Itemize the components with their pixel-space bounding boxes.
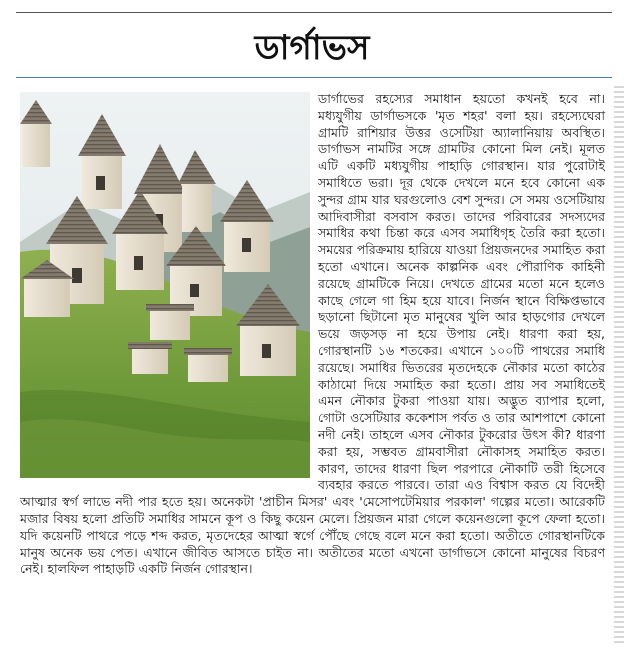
article-body-text: ডার্গাভের রহস্যের সমাধান হয়তো কখনই হবে না। মধ্যযুগীয় ডার্গাভসকে 'মৃত শহর' বলা হয়। রহস্যেঘেরা গ্রামটি রাশিয়ার উত্তর ওসেটিয়া অ্যালানিয়ায় অবস্থিত। ডার্গাভস নামটির সঙ্গে গ্রামটির কোনো মিল নেই। মূলত এটি একটি মধ্যযুগীয় পাহাড়ি গোরস্থান। যার পুরোটাই সমাধিতে ভরা। দূর থেকে দেখলে মনে হবে কোনো এক সুন্দর গ্রাম যার ঘরগুলোও বেশ সুন্দর। সে সময় ওসেটিয়ায় আদিবাসীরা বসবাস করত। তাদের পরিবারের সদস্যদের সমাধির কথা চিন্তা করে এসব সমাধিগৃহ তৈরি করা হতো। সময়ের পরিক্রমায় হারিয়ে যাওয়া প্রিয়জনদের সমাহিত করা হতো এখানে। অনেক কাল্পনিক এবং পৌরাণিক কাহিনী রয়েছে গ্রামটিকে নিয়ে। দেখতে গ্রামের মতো মনে হলেও কাছে গেলে গা হিম হয়ে যাবে। নির্জন স্থানে বিক্ষিপ্তভাবে ছড়ানো ছিটানো মৃত মানুষের খুলি আর হাড়গোর দেখলে ভয়ে জড়সড় না হয়ে উপায় নেই। ধারণা করা হয়, গোরস্থানটি ১৬ শতকের। এখানে ১০০টি পাথরের সমাধি রয়েছে। সমাধির ভিতরের মৃতদেহকে নৌকার মতো কাঠের কাঠামো দিয়ে সমাহিত করা হতো। প্রায় সব সমাধিতেই এমন নৌকার টুকরা পাওয়া যায়। অদ্ভুত ব্যাপার হলো, গোটা ওসেটিয়ার ককেশাস পর্বত ও তার আশপাশে কোনো নদী নেই। তাহলে এসব নৌকার টুকরোর উৎস কী? ধারণা করা হয়, সম্ভবত গ্রামবাসীরা নৌকাসহ সমাহিত করত। কারণ, তাদের ধারণা ছিল পরপারে নৌকাটি তরী হিসেবে ব্যবহার করতে পারবে। তারা এও বিশ্বাস করত যে বিদেহী আত্মার স্বর্গ লাভে নদী পার হতে হয়। অনেকটা 'প্রাচীন মিসর' এবং 'মেসোপটেমিয়ার পরকাল' গল্পের মতো। আরেকটি মজার বিষয় হলো প্রতিটি সমাধির সামনে কূপ ও কিছু কয়েন মেলে। প্রিয়জন মারা গেলে কয়েনগুলো কূপে ফেলা হতো। যদি কয়েনটি পাথরে পড়ে শব্দ করত, মৃতদেহের আত্মা স্বর্গে পৌঁছে গেছে বলে মনে করা হতো। অতীতে গোরস্থানটিকে মানুষ অনেক ভয় পেত। এখানে জীবিত আসতে চাইত না। অতীতের মতো এখনো ডার্গাভসে কোনো মানুষের বিচরণ নেই। হালফিল পাহাড়টি একটি নির্জন গোরস্থান। bbox=[20, 91, 605, 577]
adjacent-column-edge bbox=[614, 86, 624, 646]
article-title: ডার্গাভস bbox=[254, 28, 370, 68]
photo-space bbox=[20, 91, 318, 488]
article-body bbox=[20, 91, 605, 578]
top-rule bbox=[16, 12, 612, 13]
title-rule bbox=[16, 77, 612, 78]
